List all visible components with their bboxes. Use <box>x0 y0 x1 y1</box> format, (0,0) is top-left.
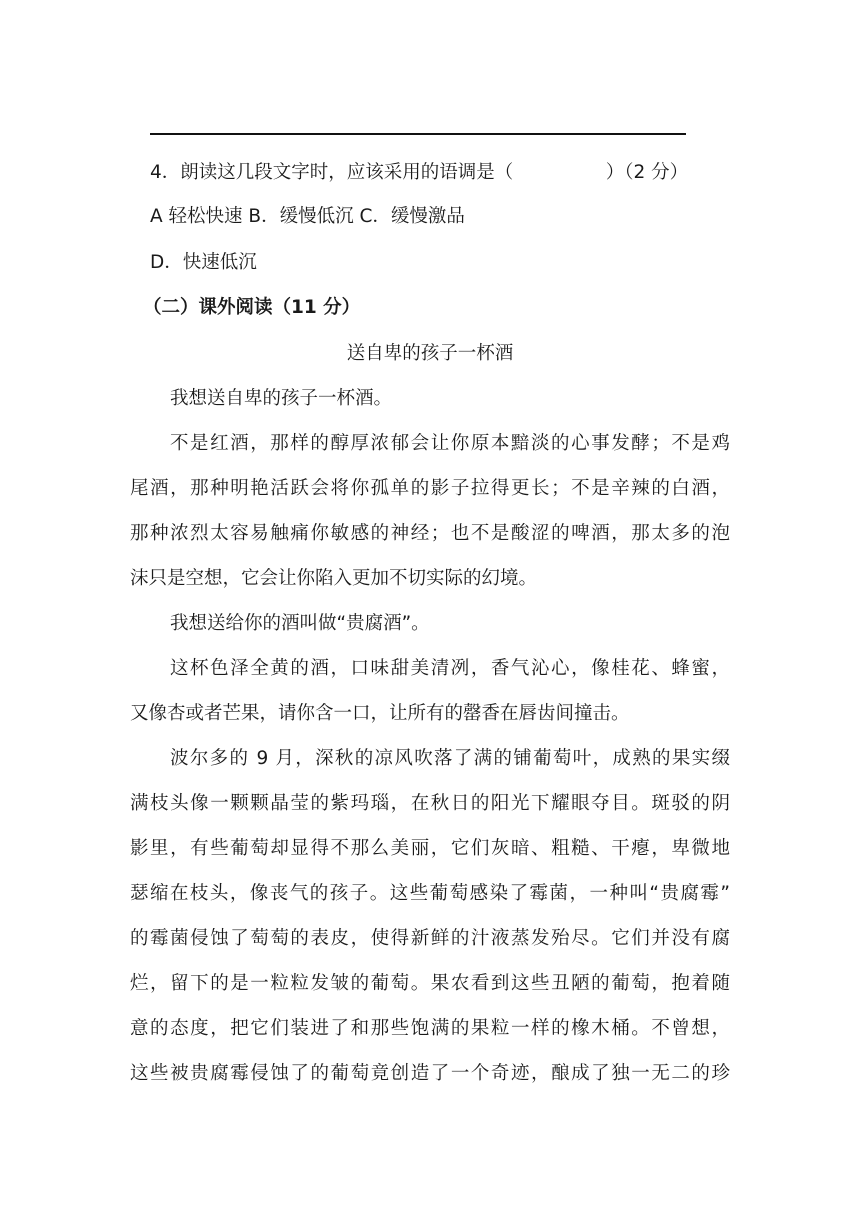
paragraph-line: 那种浓烈太容易触痛你敏感的神经；也不是酸涩的啤酒，那太多的泡 <box>130 523 730 544</box>
question-4: 4．朗读这几段文字时，应该采用的语调是（ ）（2 分） <box>150 162 689 183</box>
paragraph-line: 波尔多的 9 月，深秋的凉风吹落了满的铺葡萄叶，成熟的果实缀 <box>170 748 730 769</box>
paragraph-line: 这杯色泽全黄的酒，口味甜美清冽，香气沁心，像桂花、蜂蜜， <box>170 658 730 679</box>
paragraph-line: 沫只是空想，它会让你陷入更加不切实际的幻境。 <box>130 568 538 589</box>
paragraph-line: 影里，有些葡萄却显得不那么美丽，它们灰暗、粗糙、干瘪，卑微地 <box>130 838 730 859</box>
paragraph-line: 的霉菌侵蚀了萄萄的表皮，使得新鲜的汁液蒸发殆尽。它们并没有腐 <box>130 928 730 949</box>
paragraph-line: 瑟缩在枝头，像丧气的孩子。这些葡萄感染了霉菌，一种叫“贵腐霉” <box>130 883 730 904</box>
paragraph-line: 意的态度，把它们装进了和那些饱满的果粒一样的橡木桶。不曾想， <box>130 1018 730 1039</box>
paragraph-line: 不是红酒，那样的醇厚浓郁会让你原本黯淡的心事发酵；不是鸡 <box>170 433 730 454</box>
paragraph-line: 又像杏或者芒果，请你含一口，让所有的罄香在唇齿间撞击。 <box>130 703 630 724</box>
answer-line <box>150 133 686 135</box>
paragraph-line: 尾酒，那种明艳活跃会将你孤单的影子拉得更长；不是辛辣的白酒， <box>130 478 730 499</box>
article-title: 送自卑的孩子一杯酒 <box>346 343 514 364</box>
question-4-options-line-1: A 轻松快速 B．缓慢低沉 C．缓慢激品 <box>150 206 465 227</box>
section-heading: （二）课外阅读（11 分） <box>143 297 361 318</box>
question-4-options-line-2: D．快速低沉 <box>150 252 257 273</box>
paragraph-line: 我想送自卑的孩子一杯酒。 <box>170 388 393 409</box>
paragraph-line: 满枝头像一颗颗晶莹的紫玛瑙，在秋日的阳光下耀眼夺目。斑驳的阴 <box>130 793 730 814</box>
paragraph-line: 我想送给你的酒叫做“贵腐酒”。 <box>170 613 430 634</box>
paragraph-line: 烂，留下的是一粒粒发皱的葡萄。果农看到这些丑陋的葡萄，抱着随 <box>130 973 730 994</box>
paragraph-line: 这些被贵腐霉侵蚀了的葡萄竟创造了一个奇迹，酿成了独一无二的珍 <box>130 1063 730 1084</box>
